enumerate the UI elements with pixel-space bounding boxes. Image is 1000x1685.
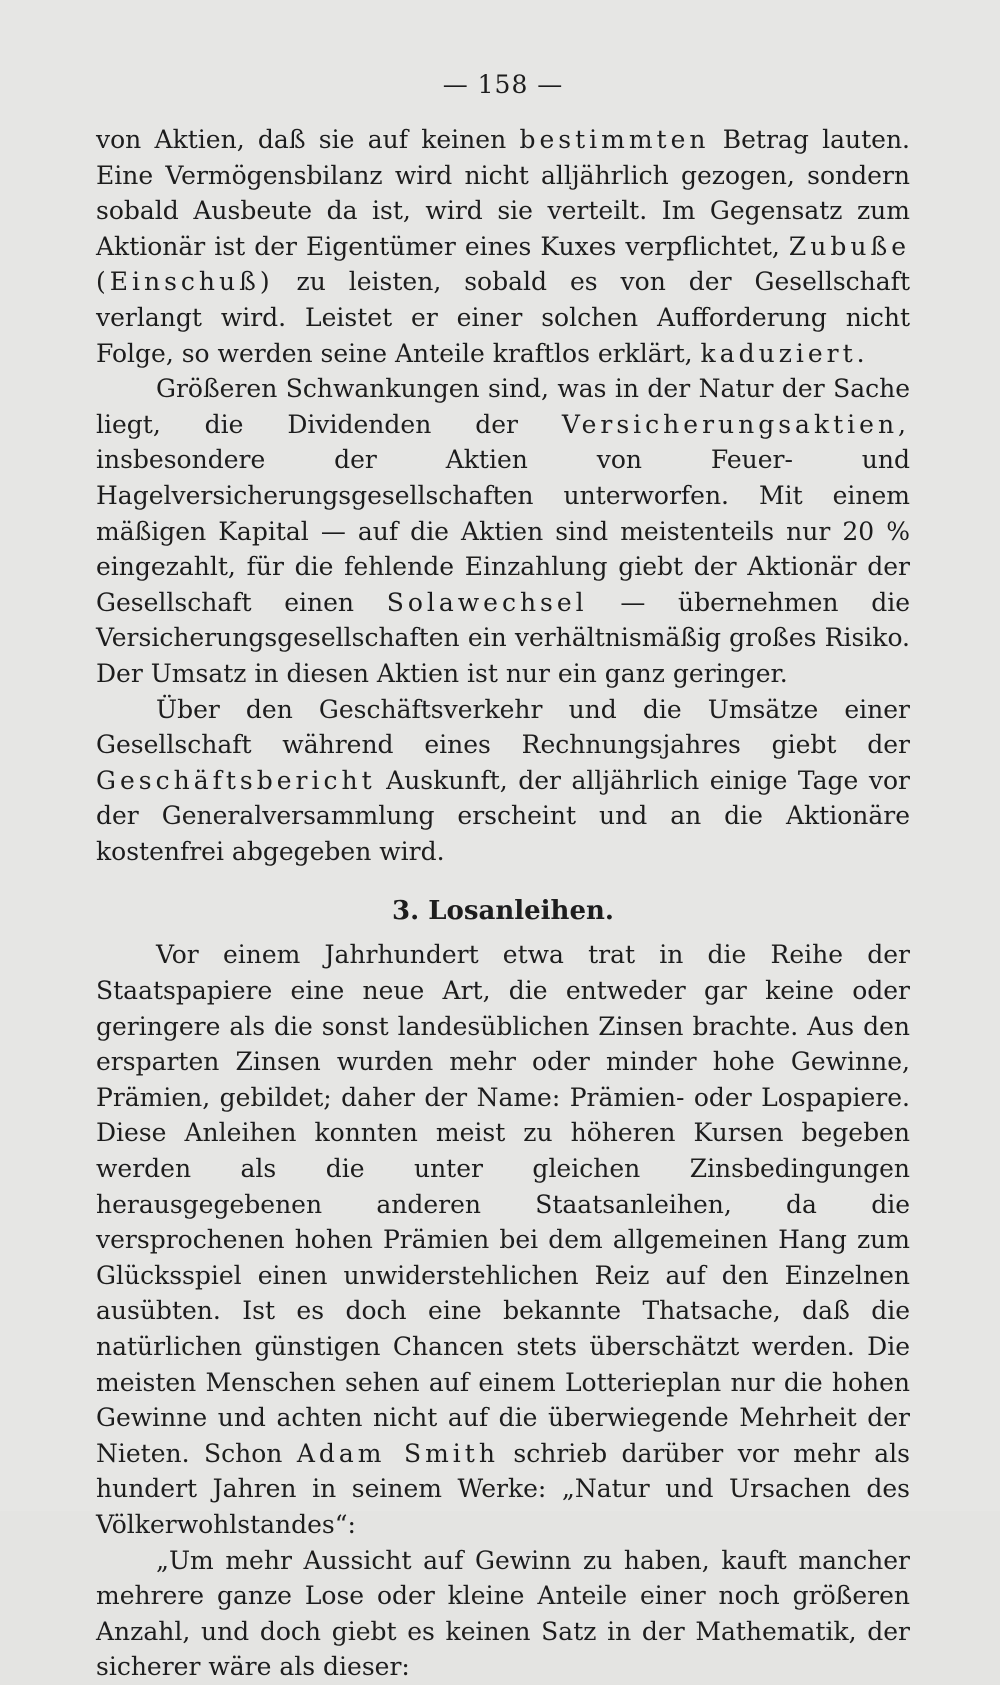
- paragraph-insurance: [96, 371, 910, 691]
- paragraph-quote: „Um mehr Aussicht auf Gewinn zu haben, kauft mancher mehrere ganze Lose oder kleine Anteile einer noch größeren Anzahl, und doch giebt es keinen Satz in der Mathematik, der sicherer wäre als dieser:: [96, 1545, 910, 1682]
- text-run: schrieb darüber vor mehr als hundert Jahren in seinem Werke: „Natur und Ursachen des Völkerwohlstandes“:: [96, 1438, 911, 1539]
- page-number: — 158 —: [442, 70, 564, 99]
- text-run: Größeren Schwankungen sind, was in der Natur der Sache liegt, die Dividenden der: [96, 374, 910, 439]
- text-run: zu leisten, sobald es von der Gesellschaft verlangt wird. Leistet er einer solchen Aufforderung nicht Folge, so werden seine Anteile kraftlos erklärt,: [96, 267, 910, 368]
- paragraph-lottery-bonds: [96, 937, 910, 1542]
- spaced-emphasis: bestimmten: [519, 125, 710, 154]
- text-run: von Aktien, daß sie auf keinen: [96, 125, 520, 154]
- spaced-emphasis: Adam Smith: [296, 1438, 499, 1468]
- spaced-emphasis: Geschäftsbericht: [96, 765, 376, 795]
- text-run: Auskunft, der alljährlich einige Tage vor der Generalversammlung erscheint und an die Aktionäre kostenfrei abgegeben wird.: [96, 765, 910, 866]
- text-run: — übernehmen die Versicherungsgesellschaften ein verhältnismäßig großes Risiko. Der Umsatz in diesen Aktien ist nur ein ganz geringer.: [96, 587, 910, 688]
- paragraph-report: [96, 692, 910, 870]
- spaced-emphasis: Versicherungsaktien,: [561, 409, 910, 439]
- section-heading: 3. Losanleihen.: [392, 896, 614, 927]
- spaced-emphasis: Zubuße (Einschuß): [96, 231, 910, 297]
- spaced-emphasis: Solawechsel: [386, 587, 588, 617]
- text-run: insbesondere der Aktien von Feuer- und Hagelversicherungsgesellschaften unterworfen. Mit einem mäßigen Kapital — auf die Aktien sind meistenteils nur 20 % eingezahlt, für die fehlende Einzahlung giebt der Aktionär der Gesellschaft einen: [96, 445, 910, 617]
- text-run: Über den Geschäftsverkehr und die Umsätze einer Gesellschaft während eines Rechnungsjahres giebt der: [96, 694, 910, 760]
- text-run: Vor einem Jahrhundert etwa trat in die Reihe der Staatspapiere eine neue Art, die entweder gar keine oder geringere als die sonst landesüblichen Zinsen brachte. Aus den ersparten Zinsen wurden mehr oder minder hohe Gewinne, Prämien, gebildet; daher der Name: Prämien- oder Lospapiere. Diese Anleihen konnten meist zu höheren Kursen begeben werden als die unter gleichen Zinsbedingungen herausgegebenen anderen Staatsanleihen, da die versprochenen hohen Prämien bei dem allgemeinen Hang zum Glücksspiel einen unwiderstehlichen Reiz auf den Einzelnen ausübten. Ist es doch eine bekannte Thatsache, daß die natürlichen günstigen Chancen stets überschätzt werden. Die meisten Menschen sehen auf einem Lotterieplan nur die hohen Gewinne und achten nicht auf die überwiegende Mehrheit der Nieten. Schon: [96, 940, 910, 1468]
- text-run: Betrag lauten. Eine Vermögensbilanz wird nicht alljährlich gezogen, sondern sobald Ausbeute da ist, wird sie verteilt. Im Gegensatz zum Aktionär ist der Eigentümer eines Kuxes verpflichtet,: [96, 125, 911, 261]
- spaced-emphasis: kaduziert.: [700, 338, 869, 368]
- paragraph-kux: [96, 122, 910, 371]
